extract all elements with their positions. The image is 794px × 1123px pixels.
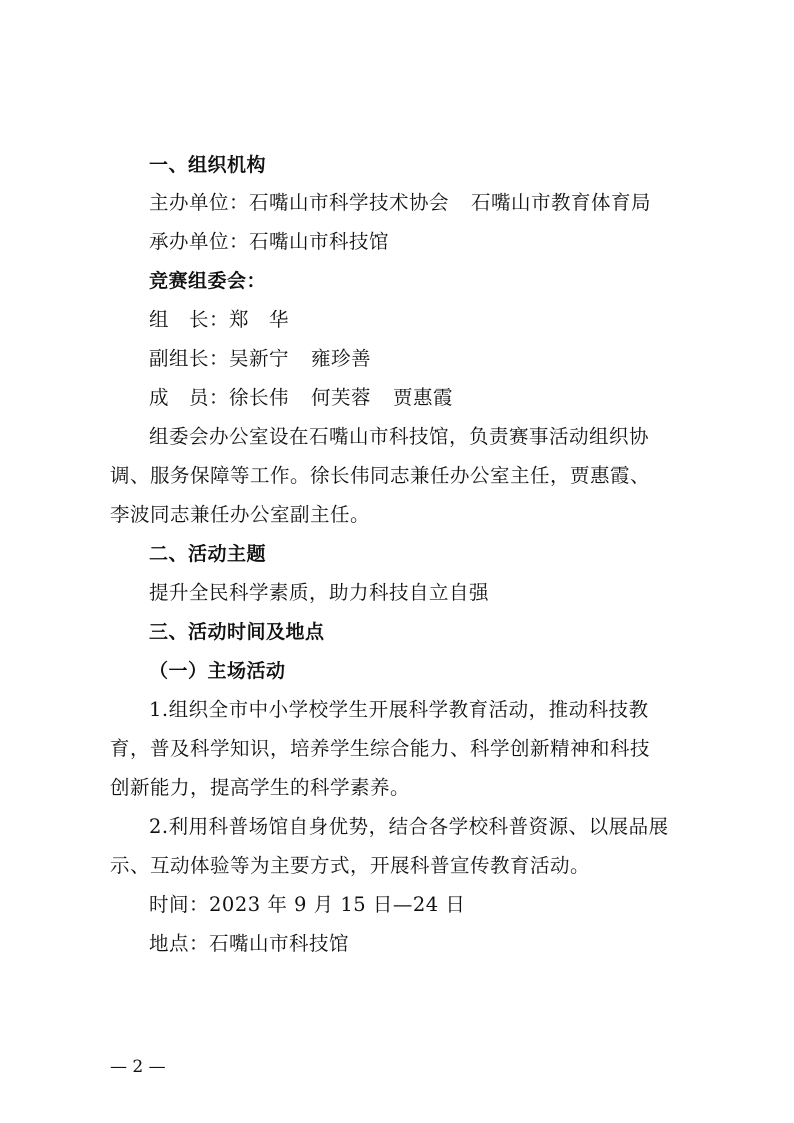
office-paragraph-line-1: 组委会办公室设在石嘴山市科技馆，负责赛事活动组织协	[149, 425, 650, 448]
member-name-2: 何芙蓉	[311, 386, 372, 409]
section-heading-theme: 二、活动主题	[149, 543, 267, 565]
deputy-leader-name-2: 雍珍善	[311, 347, 372, 370]
members-label: 成 员：	[149, 386, 230, 409]
leader-name: 郑 华	[229, 308, 290, 331]
item-2-line-1: 2.利用科普场馆自身优势，结合各学校科普资源、以展品展	[149, 815, 669, 838]
committee-heading: 竞赛组委会：	[149, 270, 267, 292]
time-label: 时间：	[149, 893, 210, 916]
place-value: 石嘴山市科技馆	[209, 932, 350, 955]
leader-line	[149, 307, 749, 333]
time-value: 2023 年 9 月 15 日—24 日	[209, 893, 466, 916]
host-org-education-bureau: 石嘴山市教育体育局	[471, 191, 652, 214]
organizer-label: 承办单位：	[149, 230, 250, 253]
item-1-line-3: 创新能力，提高学生的科学素养。	[110, 776, 411, 799]
leader-label: 组 长：	[149, 308, 230, 331]
section-heading-organization: 一、组织机构	[149, 154, 267, 176]
host-org-science-association: 石嘴山市科学技术协会	[249, 191, 450, 214]
item-1-line-2: 育，普及科学知识，培养学生综合能力、科学创新精神和科技	[110, 737, 651, 760]
office-paragraph-line-3: 李波同志兼任办公室副主任。	[110, 503, 371, 526]
host-units-label: 主办单位：	[149, 191, 250, 214]
member-name-3: 贾惠霞	[393, 386, 454, 409]
subsection-heading-main-event: （一）主场活动	[149, 660, 286, 682]
section-heading-time-place: 三、活动时间及地点	[149, 621, 325, 643]
organizer-line	[149, 229, 749, 255]
deputy-leader-label: 副组长：	[149, 347, 230, 370]
page-number: — 2 —	[110, 1057, 166, 1077]
item-2-line-2: 示、互动体验等为主要方式，开展科普宣传教育活动。	[110, 854, 591, 877]
deputy-leader-name-1: 吴新宁	[229, 347, 290, 370]
members-line	[149, 385, 749, 411]
deputy-leader-line	[149, 346, 749, 372]
theme-text: 提升全民科学素质，助力科技自立自强	[149, 581, 490, 604]
item-1-line-1: 1.组织全市中小学校学生开展科学教育活动，推动科技教	[149, 698, 649, 721]
organizer-org: 石嘴山市科技馆	[249, 230, 390, 253]
host-units-line	[149, 190, 749, 216]
office-paragraph-line-2: 调、服务保障等工作。徐长伟同志兼任办公室主任，贾惠霞、	[110, 464, 651, 487]
member-name-1: 徐长伟	[229, 386, 290, 409]
place-line	[149, 931, 749, 957]
place-label: 地点：	[149, 932, 210, 955]
time-line	[149, 892, 749, 918]
